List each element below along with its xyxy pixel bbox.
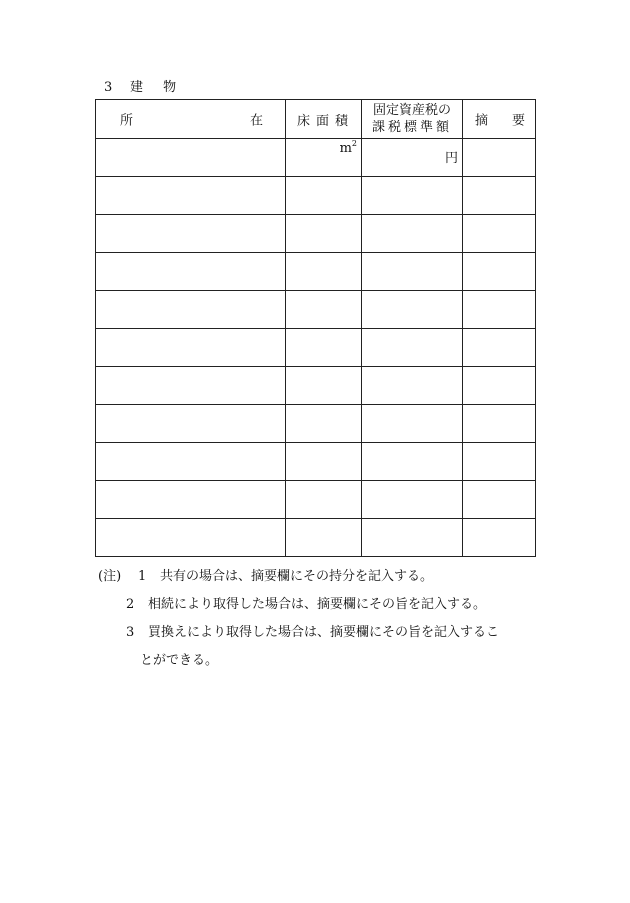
cell-floor-area[interactable] [286, 291, 362, 329]
header-location [96, 100, 286, 139]
note-item-3-continuation [98, 647, 538, 675]
section-number: 3 [104, 80, 113, 95]
cell-floor-area[interactable] [286, 177, 362, 215]
header-remarks-left: 摘 [475, 113, 489, 129]
note-text: とができる。 [140, 653, 219, 668]
cell-remarks[interactable] [463, 139, 536, 177]
cell-tax-base[interactable] [362, 405, 463, 443]
cell-tax-base[interactable] [362, 291, 463, 329]
table-row [96, 443, 536, 481]
cell-floor-area[interactable] [286, 253, 362, 291]
cell-location[interactable] [96, 215, 286, 253]
table-row [96, 405, 536, 443]
header-floor-area: 床面積 [286, 100, 362, 139]
cell-remarks[interactable] [463, 253, 536, 291]
cell-remarks[interactable] [463, 443, 536, 481]
notes-section [98, 563, 538, 675]
cell-floor-area[interactable] [286, 405, 362, 443]
note-item-1 [98, 563, 538, 591]
cell-floor-area[interactable] [286, 519, 362, 557]
header-tax-base [362, 100, 463, 139]
area-unit-superscript: 2 [351, 139, 357, 148]
table-row [96, 177, 536, 215]
table-row [96, 139, 536, 177]
cell-tax-base[interactable] [362, 367, 463, 405]
section-title [104, 76, 184, 95]
cell-location[interactable] [96, 329, 286, 367]
cell-location[interactable] [96, 253, 286, 291]
table-row [96, 519, 536, 557]
cell-location[interactable] [96, 177, 286, 215]
cell-location[interactable] [96, 139, 286, 177]
notes-lead: (注) [98, 569, 122, 584]
cell-remarks[interactable] [463, 177, 536, 215]
table-header-row [96, 100, 536, 139]
header-remarks-right: 要 [511, 113, 525, 129]
note-text: 買換えにより取得した場合は、摘要欄にその旨を記入するこ [148, 625, 500, 640]
cell-tax-base[interactable] [362, 481, 463, 519]
cell-remarks[interactable] [463, 367, 536, 405]
cell-remarks[interactable] [463, 405, 536, 443]
table-row [96, 367, 536, 405]
cell-remarks[interactable] [463, 519, 536, 557]
cell-location[interactable] [96, 481, 286, 519]
cell-floor-area[interactable] [286, 367, 362, 405]
cell-location[interactable] [96, 291, 286, 329]
note-number: 2 [126, 597, 135, 612]
header-location-left: 所 [120, 113, 134, 129]
cell-floor-area[interactable] [286, 139, 362, 177]
cell-location[interactable] [96, 367, 286, 405]
table-row [96, 329, 536, 367]
note-item-2 [98, 591, 538, 619]
cell-remarks[interactable] [463, 291, 536, 329]
note-text: 共有の場合は、摘要欄にその持分を記入する。 [160, 569, 434, 584]
cell-tax-base[interactable] [362, 253, 463, 291]
cell-location[interactable] [96, 405, 286, 443]
note-text: 相続により取得した場合は、摘要欄にその旨を記入する。 [148, 597, 487, 612]
building-table [95, 99, 536, 557]
section-heading: 建 物 [130, 80, 185, 95]
table-row [96, 215, 536, 253]
cell-tax-base[interactable] [362, 519, 463, 557]
cell-remarks[interactable] [463, 481, 536, 519]
header-remarks [463, 100, 536, 139]
cell-tax-base[interactable] [362, 329, 463, 367]
cell-floor-area[interactable] [286, 481, 362, 519]
cell-location[interactable] [96, 443, 286, 481]
cell-floor-area[interactable] [286, 329, 362, 367]
table-row [96, 253, 536, 291]
header-location-right: 在 [249, 113, 263, 129]
table-row [96, 481, 536, 519]
cell-location[interactable] [96, 519, 286, 557]
cell-floor-area[interactable] [286, 443, 362, 481]
cell-remarks[interactable] [463, 329, 536, 367]
yen-unit-label: 円 [444, 151, 458, 166]
header-tax-line2: 課税標準額 [371, 120, 452, 135]
header-tax-line1: 固定資産税の [372, 103, 451, 118]
area-unit-label: m [339, 141, 352, 156]
cell-tax-base[interactable] [362, 215, 463, 253]
note-number: 3 [126, 625, 135, 640]
note-item-3 [98, 619, 538, 647]
cell-tax-base[interactable] [362, 177, 463, 215]
table-row [96, 291, 536, 329]
cell-tax-base[interactable] [362, 443, 463, 481]
cell-tax-base[interactable] [362, 139, 463, 177]
note-number: 1 [138, 569, 147, 584]
cell-remarks[interactable] [463, 215, 536, 253]
cell-floor-area[interactable] [286, 215, 362, 253]
